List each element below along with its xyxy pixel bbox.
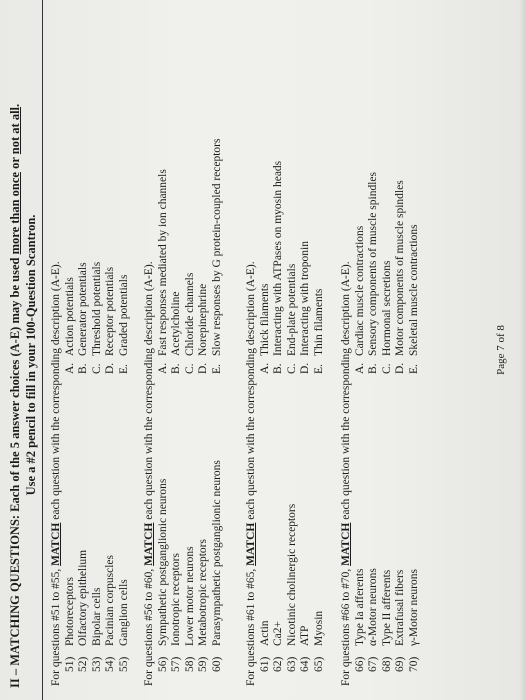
- answer-letter: A.: [258, 362, 271, 374]
- answer-choice: Graded potentials: [117, 274, 130, 356]
- question-number: 52): [77, 656, 90, 672]
- question-number: 55): [117, 656, 130, 672]
- answer-letter: A.: [156, 362, 169, 374]
- question-number: 57): [170, 656, 183, 672]
- question-item: Lower motor neurons: [183, 546, 196, 646]
- question-row: [394, 180, 408, 686]
- question-rows: [156, 138, 225, 686]
- header-text-or: or: [8, 154, 22, 173]
- answer-letter: D.: [104, 362, 117, 374]
- answer-choice: Norepinephrine: [197, 283, 210, 356]
- question-row: [299, 241, 313, 686]
- question-item: Nicotinic cholinergic receptors: [285, 503, 298, 646]
- answer-choice: Thick filaments: [258, 283, 271, 356]
- question-item: Ionotropic receptors: [170, 553, 183, 646]
- header-underline-more-than-once: more than once: [8, 172, 22, 255]
- question-row: [184, 261, 198, 686]
- header-period: .: [8, 103, 22, 107]
- question-item: ATP: [299, 625, 312, 646]
- question-row: [197, 261, 211, 686]
- page-number: Page 7 of 8: [495, 325, 507, 375]
- answer-letter: D.: [299, 362, 312, 374]
- question-number: 63): [285, 656, 298, 672]
- question-item: Actin: [258, 620, 271, 646]
- question-item: Bipolar cells: [90, 587, 103, 646]
- instructions-match: MATCH: [50, 522, 62, 566]
- question-number: 68): [380, 656, 393, 672]
- question-number: 66): [353, 656, 366, 672]
- header-line-2: Use a #2 pencil to fill in your 100-Question Scantron.: [24, 214, 38, 496]
- answer-choice: Chloride channels: [183, 272, 196, 356]
- question-row: [156, 169, 171, 686]
- question-item: Metabotropic receptors: [197, 539, 210, 646]
- instructions-post: each question with the corresponding description (A-E).: [340, 261, 352, 523]
- question-item: Photoreceptors: [63, 577, 76, 646]
- question-rows: [258, 160, 327, 686]
- answer-letter: C.: [380, 363, 393, 374]
- question-number: 65): [312, 656, 325, 672]
- answer-choice: Threshold potentials: [90, 261, 103, 356]
- answer-choice: Hormonal secretions: [380, 260, 393, 356]
- question-item: Type II afferents: [380, 569, 393, 646]
- answer-choice: Sensory components of muscle spindles: [367, 172, 380, 356]
- question-row: [407, 224, 422, 686]
- header-underline-not-at-all: not at all: [8, 106, 22, 155]
- question-row: [118, 261, 132, 686]
- question-number: 67): [367, 656, 380, 672]
- question-row: [210, 138, 225, 686]
- instructions-post: each question with the corresponding description (A-E).: [50, 261, 62, 523]
- question-number: 69): [394, 656, 407, 672]
- instructions-pre: For questions #61 to #65,: [245, 565, 257, 686]
- question-row: [77, 261, 91, 686]
- instructions: [50, 261, 64, 686]
- question-item: γ-Motor neurons: [407, 569, 420, 646]
- question-item: α-Motor neurons: [367, 568, 380, 646]
- answer-letter: B.: [170, 363, 183, 374]
- answer-letter: C.: [285, 363, 298, 374]
- question-number: 54): [104, 656, 117, 672]
- answer-letter: A.: [353, 362, 366, 374]
- header-line-1: [8, 10, 23, 688]
- question-item: Olfactory epithelium: [77, 549, 90, 646]
- answer-choice: Thin filaments: [312, 288, 325, 356]
- answer-choice: Acetylcholine: [170, 291, 183, 356]
- header-rule: [42, 0, 43, 700]
- answer-choice: Skeletal muscle contractions: [407, 224, 420, 356]
- answer-letter: D.: [394, 362, 407, 374]
- question-rows: [64, 261, 132, 686]
- question-item: Extrafusal fibers: [394, 569, 407, 646]
- question-row: [91, 261, 105, 686]
- answer-choice: Interacting with troponin: [299, 241, 312, 356]
- answer-letter: B.: [367, 363, 380, 374]
- question-item: Myosin: [312, 610, 325, 646]
- question-block-66-70: [340, 172, 422, 686]
- instructions-post: each question with the corresponding description (A-E).: [245, 261, 257, 523]
- question-row: [381, 261, 395, 686]
- question-number: 53): [90, 656, 103, 672]
- question-row: [64, 261, 78, 686]
- answer-letter: B.: [272, 363, 285, 374]
- section-header: [8, 10, 39, 700]
- instructions: [340, 261, 354, 686]
- instructions-post: each question with the corresponding description (A-E).: [143, 261, 155, 523]
- answer-letter: E.: [312, 364, 325, 374]
- answer-choice: Generator potentials: [77, 262, 90, 356]
- question-number: 70): [407, 656, 420, 672]
- instructions-pre: For questions #66 to #70,: [340, 565, 352, 686]
- answer-choice: Slow responses by G protein-coupled receptors: [210, 138, 223, 356]
- answer-letter: B.: [77, 363, 90, 374]
- answer-letter: C.: [90, 363, 103, 374]
- question-item: Ca2+: [272, 620, 285, 646]
- question-row: [259, 261, 273, 686]
- question-number: 64): [299, 656, 312, 672]
- question-number: 61): [258, 656, 271, 672]
- question-number: 59): [197, 656, 210, 672]
- question-item: Parasympathetic postganglionic neurons: [210, 460, 223, 646]
- answer-choice: Receptor potentials: [104, 266, 117, 356]
- question-row: [170, 261, 184, 686]
- question-number: 51): [63, 656, 76, 672]
- answer-letter: E.: [407, 364, 420, 374]
- answer-choice: Interacting with ATPases on myosin heads: [272, 160, 285, 356]
- question-item: Sympathetic postganglionic neurons: [156, 478, 169, 646]
- instructions-match: MATCH: [340, 522, 352, 566]
- question-item: Type Ia afferents: [353, 568, 366, 646]
- instructions-match: MATCH: [143, 522, 155, 566]
- instructions-pre: For questions #56 to #60,: [143, 565, 155, 686]
- instructions-match: MATCH: [245, 522, 257, 566]
- instructions: [245, 261, 259, 686]
- question-item: Pacinian corpuscles: [104, 554, 117, 646]
- answer-choice: Motor components of muscle spindles: [394, 180, 407, 356]
- header-text: II – MATCHING QUESTIONS: Each of the 5 answer choices (A-E) may be used: [8, 254, 22, 688]
- answer-choice: End-plate potentials: [285, 263, 298, 356]
- question-row: [353, 225, 368, 686]
- answer-letter: D.: [197, 362, 210, 374]
- question-row: [272, 160, 286, 686]
- answer-letter: E.: [210, 364, 223, 374]
- question-row: [104, 261, 118, 686]
- question-row: [286, 261, 300, 686]
- question-row: [367, 172, 381, 686]
- question-number: 56): [156, 656, 169, 672]
- instructions-pre: For questions #51 to #55,: [50, 565, 62, 686]
- answer-choice: Cardiac muscle contractions: [353, 225, 366, 356]
- question-block-51-55: [50, 261, 132, 686]
- answer-choice: Fast responses mediated by ion channels: [156, 169, 169, 356]
- answer-choice: Action potentials: [63, 277, 76, 356]
- answer-letter: A.: [63, 362, 76, 374]
- question-number: 62): [272, 656, 285, 672]
- question-row: [313, 261, 327, 686]
- question-item: Ganglion cells: [117, 579, 130, 646]
- question-number: 60): [210, 656, 223, 672]
- instructions: [143, 261, 157, 686]
- question-block-56-60: [143, 138, 225, 686]
- question-number: 58): [183, 656, 196, 672]
- question-block-61-65: [245, 160, 327, 686]
- question-rows: [353, 172, 422, 686]
- answer-letter: E.: [117, 364, 130, 374]
- answer-letter: C.: [183, 363, 196, 374]
